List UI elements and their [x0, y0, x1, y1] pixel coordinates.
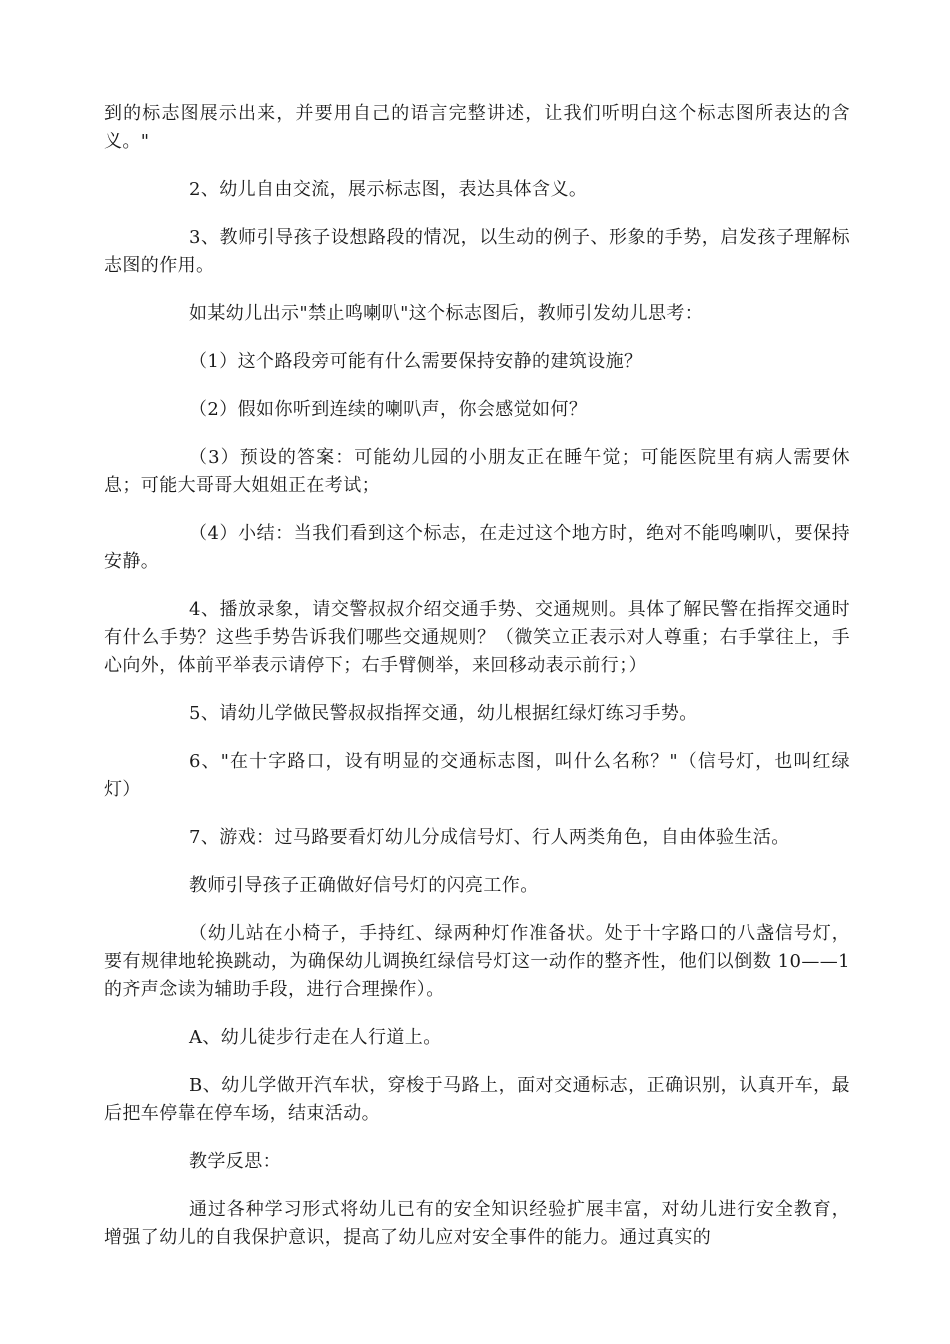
paragraph-step-5: 5、请幼儿学做民警叔叔指挥交通，幼儿根据红绿灯练习手势。	[189, 703, 698, 724]
paragraph-activity-note: （幼儿站在小椅子，手持红、绿两种灯作准备状。处于十字路口的八盏信号灯，要有规律地轮换跳动，为确保幼儿调换红绿信号灯这一动作的整齐性，他们以倒数 10——1 的齐声念读为辅助手段，进行合理操作）。	[104, 923, 850, 1000]
paragraph-activity-a: A、幼儿徒步行走在人行道上。	[189, 1027, 442, 1048]
paragraph-summary-4: （4）小结：当我们看到这个标志，在走过这个地方时，绝对不能鸣喇叭，要保持安静。	[104, 523, 850, 572]
paragraph-continued: 到的标志图展示出来，并要用自己的语言完整讲述，让我们听明白这个标志图所表达的含义。"	[104, 103, 850, 152]
paragraph-activity-b: B、幼儿学做开汽车状，穿梭于马路上，面对交通标志，正确识别，认真开车，最后把车停靠在停车场，结束活动。	[104, 1075, 850, 1124]
paragraph-answer-3: （3）预设的答案：可能幼儿园的小朋友正在睡午觉；可能医院里有病人需要休息；可能大哥哥大姐姐正在考试；	[104, 447, 850, 496]
paragraph-step-2: 2、幼儿自由交流，展示标志图，表达具体含义。	[189, 179, 588, 200]
paragraph-step-4: 4、播放录象，请交警叔叔介绍交通手势、交通规则。具体了解民警在指挥交通时有什么手势？这些手势告诉我们哪些交通规则？（微笑立正表示对人尊重；右手掌往上，手心向外，体前平举表示请停下；右手臂侧举，来回移动表示前行；）	[104, 599, 850, 676]
document-body	[104, 100, 850, 1272]
section-heading-reflection: 教学反思：	[189, 1151, 281, 1172]
paragraph-teacher-guide: 教师引导孩子正确做好信号灯的闪亮工作。	[189, 875, 539, 896]
paragraph-reflection: 通过各种学习形式将幼儿已有的安全知识经验扩展丰富，对幼儿进行安全教育，增强了幼儿的自我保护意识，提高了幼儿应对安全事件的能力。通过真实的	[104, 1199, 850, 1248]
paragraph-question-1: （1）这个路段旁可能有什么需要保持安静的建筑设施？	[189, 351, 643, 372]
paragraph-question-2: （2）假如你听到连续的喇叭声，你会感觉如何？	[189, 399, 588, 420]
paragraph-step-7: 7、游戏：过马路要看灯幼儿分成信号灯、行人两类角色，自由体验生活。	[189, 827, 790, 848]
paragraph-example: 如某幼儿出示"禁止鸣喇叭"这个标志图后，教师引发幼儿思考：	[189, 303, 704, 324]
paragraph-step-3: 3、教师引导孩子设想路段的情况，以生动的例子、形象的手势，启发孩子理解标志图的作用。	[104, 227, 850, 276]
paragraph-step-6: 6、"在十字路口，设有明显的交通标志图，叫什么名称？"（信号灯，也叫红绿灯）	[104, 751, 850, 800]
